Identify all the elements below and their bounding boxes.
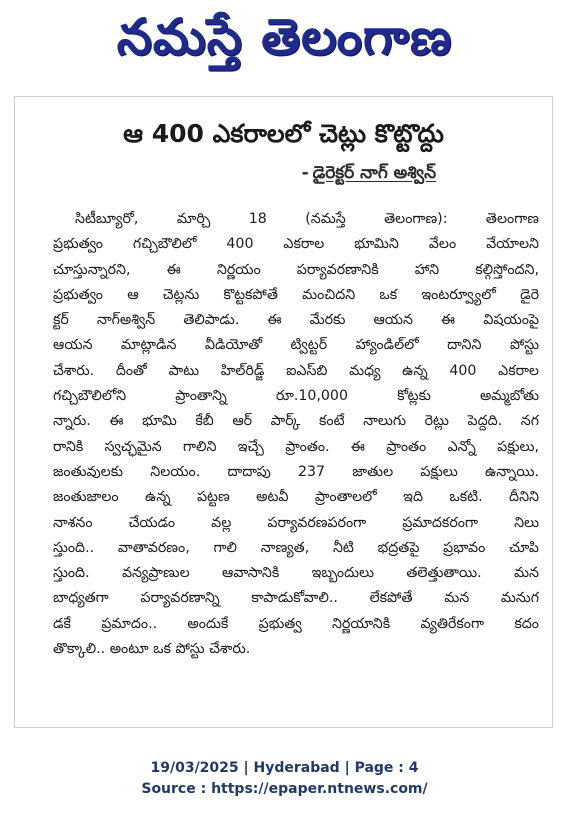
body-line: గచ్చిబౌలిలోని ప్రాంతాన్ని రూ.10,000 కోట్లకు అమ్మబోతు	[53, 388, 539, 405]
body-line: న్నారు. ఈ భూమి కేబీ ఆర్ పార్క్ కంటే నాలుగు రెట్లు పెద్దది. నగ	[53, 413, 539, 430]
article-headline: ఆ 400 ఎకరాలలో చెట్లు కొట్టొద్దు	[123, 119, 444, 148]
body-line: చూస్తున్నారని, ఈ నిర్ణయం పర్యావరణానికి హాని కల్గిస్తోందని,	[53, 261, 539, 278]
byline-dash: -	[301, 163, 309, 183]
body-line: జంతువులకు నిలయం. దాదాపు 237 జాతుల పక్షులు ఉన్నాయి.	[53, 463, 539, 480]
body-line: సిటీబ్యూరో, మార్చి 18 (నమస్తే తెలంగాణ): తెలంగాణ	[75, 211, 539, 227]
body-line: తొక్కాలి.. అంటూ ఒక పోస్టు చేశారు.	[53, 641, 251, 658]
footer-source: Source : https://epaper.ntnews.com/	[141, 781, 428, 797]
body-line: జంతుజాలం ఉన్న పట్టణ అటవీ ప్రాంతాలలో ఇది ఒకటి. దీనిని	[53, 489, 539, 506]
body-line: రానికి స్వచ్ఛమైన గాలిని ఇచ్చే ప్రాంతం. ఈ ప్రాంతం ఎన్నో పక్షులు,	[53, 438, 539, 455]
body-line: ప్రభుత్వం గచ్చిబౌలిలో 400 ఎకరాల భూమిని వేలం వేయాలని	[53, 236, 539, 253]
body-line: స్తుంది.. వాతావరణం, గాలి నాణ్యత, నీటి భద్రతపై ప్రభావం చూపి	[53, 539, 539, 556]
body-line: ఆయన మాట్లాడిన వీడియోతో ట్విట్టర్ హ్యాండిల్‌లో దానిని పోస్టు	[53, 337, 539, 354]
body-line: స్తుంది. వన్యప్రాణుల ఆవాసానికి ఇబ్బందులు తలెత్తుతాయి. మన	[53, 565, 539, 582]
newspaper-logo: నమస్తే తెలంగాణ	[116, 7, 453, 66]
article-byline	[302, 163, 436, 187]
body-line: నాశనం చేయడం వల్ల పర్యావరణపరంగా ప్రమాదకరంగా నిలు	[53, 514, 539, 531]
masthead	[0, 6, 569, 80]
body-line: ప్రభుత్వం ఆ చెట్లను కొట్టకపోతే మంచిదని ఒక ఇంటర్వ్యూలో డైరె	[53, 286, 539, 303]
body-line: క్టర్ నాగ్అశ్విన్ తెలిపాడు. ఈ మేరకు ఆయన ఈ విషయంపై	[53, 312, 539, 329]
body-line: బాధ్యతగా పర్యావరణాన్ని కాపాడుకోవాలి.. లేకపోతే మన మనుగ	[53, 590, 539, 607]
body-line: డకే ప్రమాదం.. అందుకే ప్రభుత్వ నిర్ణయానికి వ్యతిరేకంగా కదం	[53, 615, 539, 632]
article-body	[53, 207, 539, 662]
footer-date-edition: 19/03/2025 | Hyderabad | Page : 4	[150, 760, 419, 776]
article-clipping	[14, 96, 553, 728]
body-line: చేశారు. దీంతో పాటు హిల్‌రిడ్జ్ ఐఎస్‌బి మధ్య ఉన్న 400 ఎకరాల	[53, 362, 539, 379]
byline-author: డైరెక్టర్ నాగ్ అశ్విన్	[312, 163, 436, 183]
